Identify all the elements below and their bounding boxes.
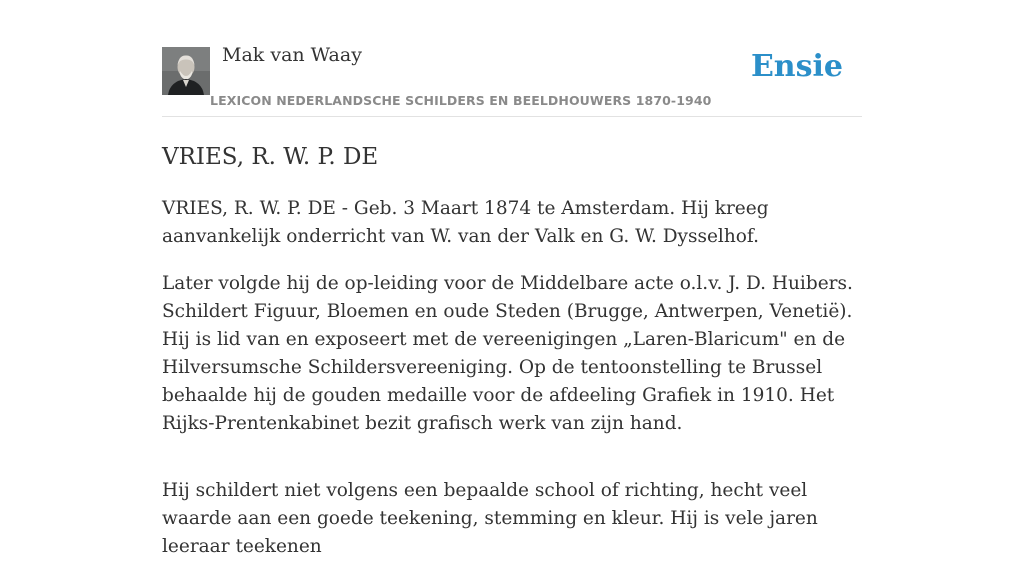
portrait-image	[162, 47, 210, 95]
article-paragraph: Hij schildert niet volgens een bepaalde school of richting, hecht veel waarde aan een goede teekening, stemming en kleur. Hij is vele jaren leeraar teekenen	[162, 480, 818, 557]
author-avatar[interactable]	[162, 47, 210, 95]
article-paragraph: Later volgde hij de op-leiding voor de Middelbare acte o.l.v. J. D. Huibers. Schildert Figuur, Bloemen en oude Steden (Brugge, Antwerpen, Venetië). Hij is lid van en exposeert met de vereenigingen „Laren-Blaricum" en de Hilversumsche Schildersvereeniging. Op de tentoonstelling te Brussel behaalde hij de gouden medaille voor de afdeeling Grafiek in 1910. Het Rijks-Prentenkabinet bezit grafisch werk van zijn hand.	[162, 273, 853, 434]
author-name[interactable]: Mak van Waay	[222, 44, 362, 66]
article-title: VRIES, R. W. P. DE	[162, 144, 379, 170]
page-container	[162, 0, 862, 580]
ensie-logo[interactable]: Ensie	[750, 49, 843, 84]
article-body	[162, 195, 862, 561]
header	[162, 0, 862, 117]
article-paragraph: VRIES, R. W. P. DE - Geb. 3 Maart 1874 te Amsterdam. Hij kreeg aanvankelijk onderricht van W. van der Valk en G. W. Dysselhof.	[162, 198, 769, 247]
source-title[interactable]: LEXICON NEDERLANDSCHE SCHILDERS EN BEELDHOUWERS 1870-1940	[210, 93, 712, 108]
